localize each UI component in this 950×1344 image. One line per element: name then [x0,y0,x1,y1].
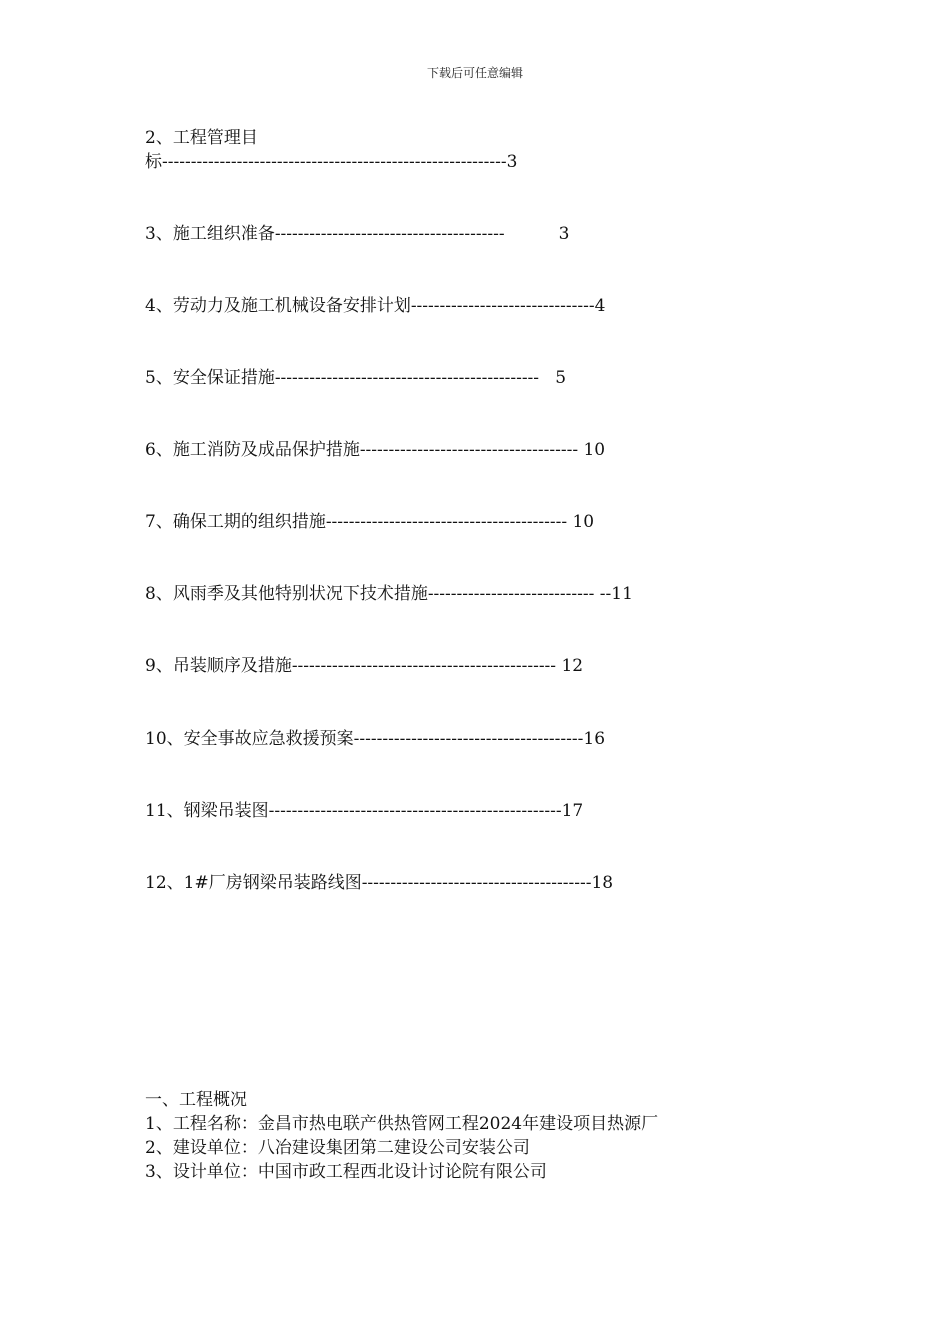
section-heading: 一、工程概况 [145,1090,247,1110]
toc-entry-12: 12、1#厂房钢梁吊装路线图----------------------------------------18 [145,873,614,893]
toc-entry-8: 8、风雨季及其他特别状况下技术措施----------------------------- --11 [145,584,633,604]
toc-entry-7: 7、确保工期的组织措施------------------------------------------ 10 [145,512,595,532]
toc-entry-6: 6、施工消防及成品保护措施-------------------------------------- 10 [145,440,606,460]
toc-entry-3: 3、施工组织准备---------------------------------------- 3 [145,224,570,244]
toc-entry-10: 10、安全事故应急救援预案----------------------------------------16 [145,729,606,749]
page-header: 下载后可任意编辑 [426,66,523,80]
toc-entry-11: 11、钢梁吊装图---------------------------------------------------17 [145,801,584,821]
toc-entry-5: 5、安全保证措施---------------------------------------------- 5 [145,368,567,388]
overview-item-client: 2、建设单位：八冶建设集团第二建设公司安装公司 [145,1138,530,1158]
toc-entry-4: 4、劳动力及施工机械设备安排计划--------------------------------4 [145,296,606,316]
toc-entry-2-line2: 标------------------------------------------------------------3 [145,152,518,172]
toc-entry-9: 9、吊装顺序及措施---------------------------------------------- 12 [145,656,584,676]
overview-item-project-name: 1、工程名称：金昌市热电联产供热管网工程2024年建设项目热源厂 [145,1114,659,1134]
toc-entry-2-line1: 2、工程管理目 [145,128,258,148]
overview-item-designer: 3、设计单位：中国市政工程西北设计讨论院有限公司 [145,1162,547,1182]
